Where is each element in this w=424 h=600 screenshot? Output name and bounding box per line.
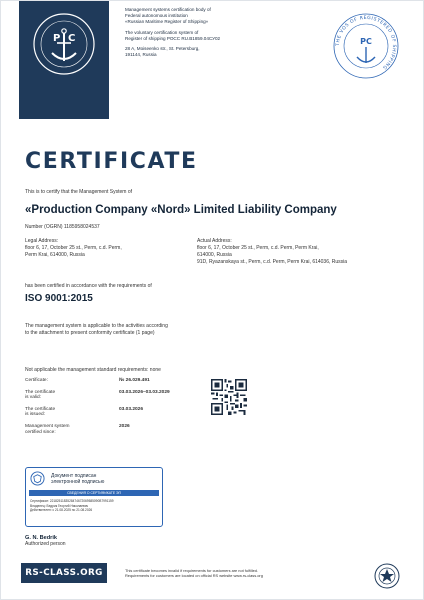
stamp-line: Владелец: Бедрик Георгий Николаевич — [30, 503, 89, 508]
left-letter-r: Р — [53, 33, 61, 44]
right-letters: PC — [360, 37, 372, 46]
actual-address — [197, 238, 407, 266]
footer-note-line: Requirements for customers are located on official RS website www.rs-class.org — [125, 573, 263, 579]
certified-since: 2026 — [119, 423, 130, 429]
validity-period: 03.03.2026–03.03.2029 — [119, 389, 170, 395]
certificate-details — [25, 378, 205, 441]
actual-address-line: 614000, Russia — [197, 252, 232, 258]
legal-address-line: floor 6, 17, October 25 st., Perm, c.d. Perm, — [25, 245, 122, 251]
issuer-body-line-2: Federal autonomous institution — [125, 13, 188, 19]
vos-anchor-emblem — [331, 11, 401, 81]
standard-name: ISO 9001:2015 — [25, 293, 93, 304]
issue-date: 03.03.2026 — [119, 406, 144, 412]
qr-code-icon[interactable] — [211, 379, 247, 415]
signer-role: Authorized person — [25, 541, 66, 547]
not-applicable-text: Not applicable the management standard requirements: none — [25, 367, 161, 373]
issuer-address-line-1: 28 A, Moiseenko str., St. Petersburg, — [125, 46, 200, 52]
detail-row — [25, 407, 205, 418]
applicability-line: The management system is applicable to the activities according — [25, 323, 168, 329]
footer-note — [125, 568, 335, 579]
left-letter-s: С — [68, 33, 76, 44]
footer-note-line: This certificate becomes invalid if requirements for customers are not fulfilled. — [125, 568, 258, 573]
state-emblem-icon — [30, 471, 45, 486]
actual-address-line: 91D, Ryazanskaya st., Perm, c.d. Perm, Perm Krai, 614036, Russia — [197, 259, 348, 265]
stamp-header — [26, 468, 162, 488]
certified-text: has been certified in accordance with the requirements of — [25, 283, 152, 289]
actual-address-line: floor 6, 17, October 25 st., Perm, c.d. Perm, Perm Krai, — [197, 245, 319, 251]
detail-row — [25, 378, 205, 384]
certify-text: This is to certify that the Management System of — [25, 189, 132, 195]
detail-label: The certificate is issued: — [25, 406, 56, 418]
issuer-body-line-1: Management systems certification body of — [125, 7, 211, 12]
certificate-number: № 26.029.491 — [119, 378, 150, 383]
issuer-system-line-2: Register of shipping РОСС RU.В1859.04СУ02 — [125, 35, 221, 41]
accreditation-seal-icon — [374, 563, 400, 589]
detail-label: The certificate is valid: — [25, 389, 56, 401]
applicability-line: to the attachment to present conformity certificate (1 page) — [25, 330, 155, 336]
rs-anchor-logo — [31, 11, 97, 77]
stamp-details — [26, 498, 162, 514]
stamp-info-bar: СВЕДЕНИЯ О СЕРТИФИКАТЕ ЭП — [29, 490, 159, 496]
company-name: «Production Company «Nord» Limited Liability Company — [25, 204, 337, 216]
detail-row — [25, 424, 205, 435]
applicability-text — [25, 323, 275, 337]
detail-row — [25, 390, 205, 401]
legal-address — [25, 238, 185, 259]
stamp-title: Документ подписан электронной подписью — [51, 472, 105, 485]
certificate-title: CERTIFICATE — [25, 149, 198, 174]
stamp-line: Действителен: с 21.08.2025 по 21.08.2026 — [30, 508, 93, 513]
footer-site-link[interactable]: RS-CLASS.ORG — [21, 563, 107, 583]
detail-label: Certificate: — [25, 378, 48, 383]
legal-address-label: Legal Address: — [25, 238, 59, 244]
detail-label: Management system certified since: — [25, 423, 70, 435]
e-signature-stamp — [25, 467, 163, 527]
actual-address-label: Actual Address: — [197, 238, 232, 244]
ogrn-number: Number (OGRN) 1185958024537 — [25, 224, 100, 230]
right-ring-text: THE VOS OF REGISTERED OF SHIPPING — [335, 15, 397, 70]
issuer-address-line-2: 191144, Russia — [125, 52, 157, 58]
issuer-block — [125, 7, 275, 62]
signer-name: G. N. Bedrik — [25, 535, 58, 541]
issuer-body-line-3: «Russian Maritime Register of Shipping» — [125, 19, 209, 25]
issuer-system-line-1: The voluntary certification system of — [125, 29, 199, 35]
legal-address-line: Perm Krai, 614000, Russia — [25, 252, 85, 258]
signer-block — [25, 535, 66, 548]
stamp-line: Сертификат: 2218251183528474672069585090B7991159 — [30, 499, 114, 503]
